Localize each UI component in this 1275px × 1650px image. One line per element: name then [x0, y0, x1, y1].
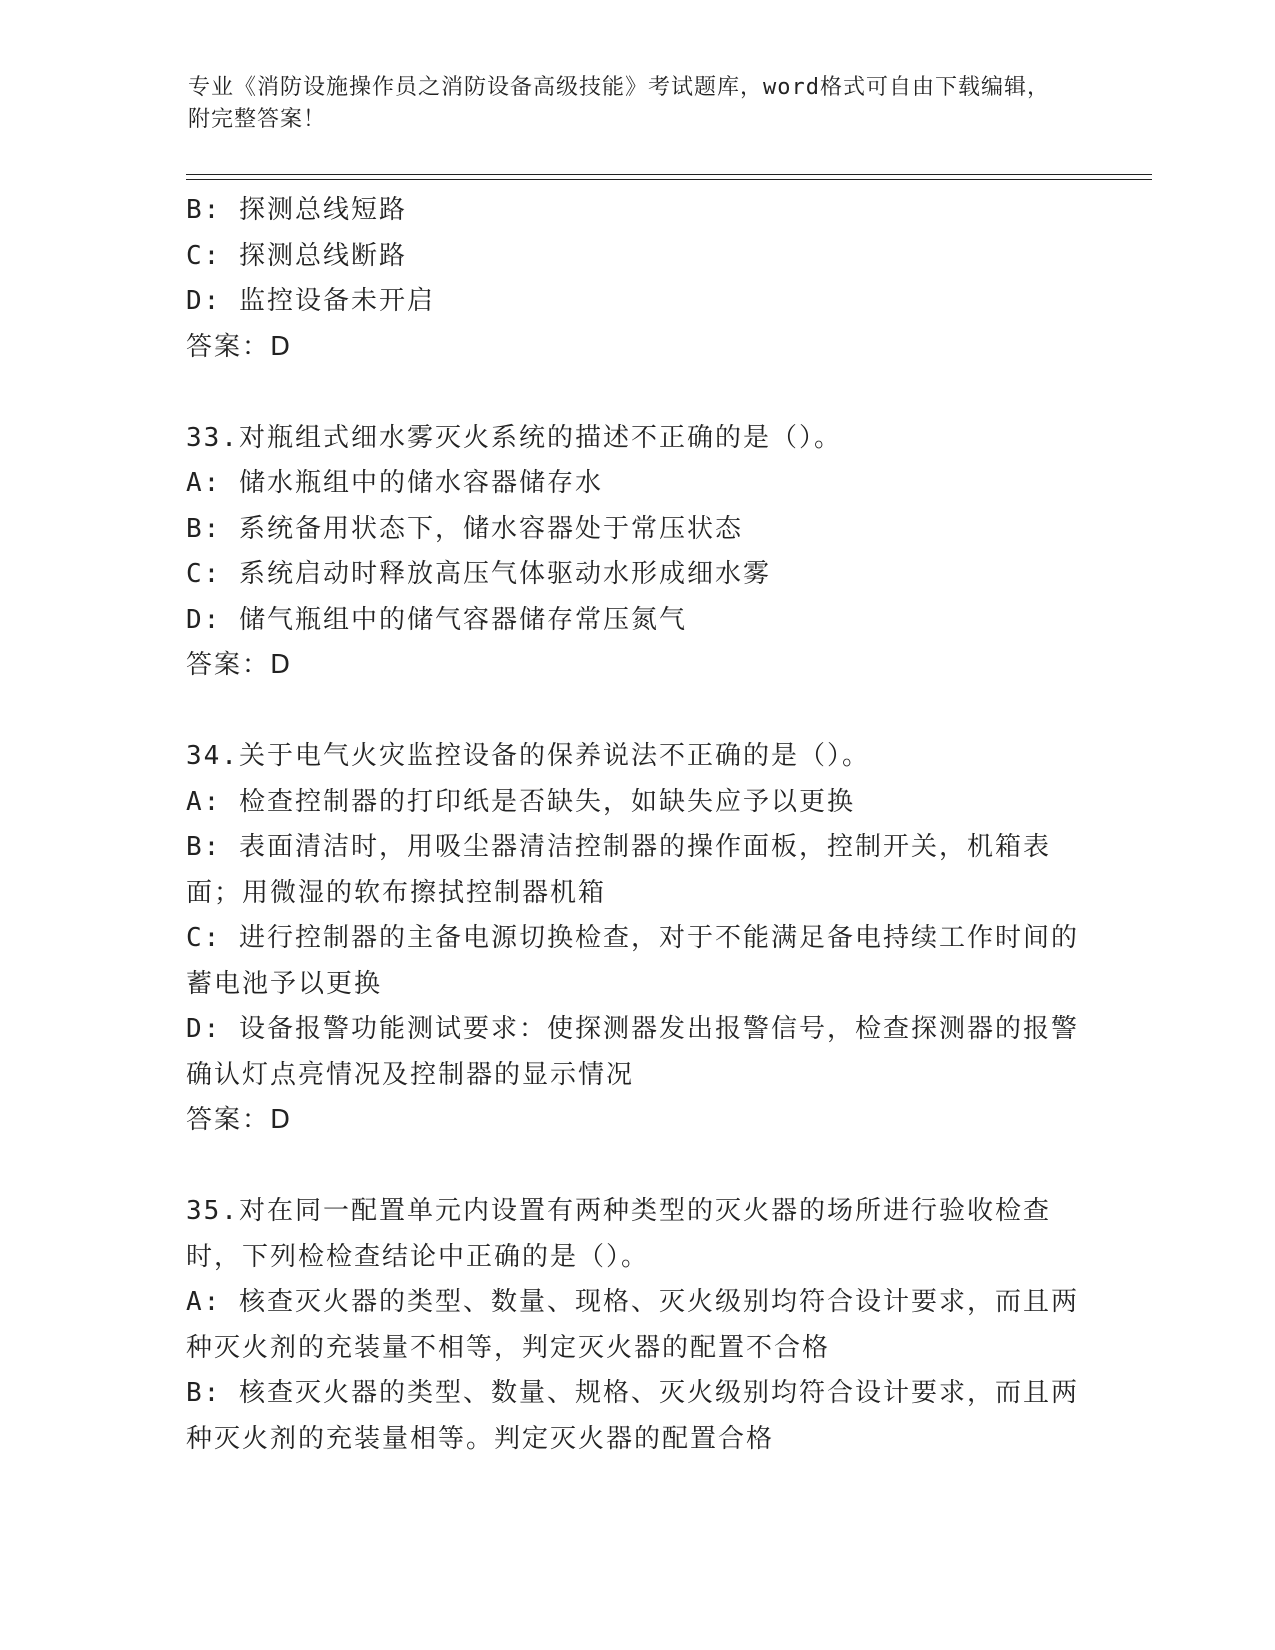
option-c: C: 进行控制器的主备电源切换检查，对于不能满足备电持续工作时间的蓄电池予以更换	[186, 923, 1079, 999]
option-b: B: 探测总线短路	[186, 195, 407, 225]
answer-value: D	[270, 1105, 293, 1135]
question-35	[186, 1189, 1086, 1462]
answer-label: 答案：	[186, 1105, 271, 1135]
option-a: A: 核查灭火器的类型、数量、现格、灭火级别均符合设计要求，而且两种灭火剂的充装量不相等，判定灭火器的配置不合格	[186, 1287, 1079, 1363]
option-b: B: 系统备用状态下，储水容器处于常压状态	[186, 513, 743, 544]
question-stem: 33.对瓶组式细水雾灭火系统的描述不正确的是（）。	[186, 422, 842, 453]
question-gap	[186, 1144, 1086, 1190]
question-gap	[186, 370, 1086, 416]
page-header: 专业《消防设施操作员之消防设备高级技能》考试题库，word格式可自由下载编辑，附完整答案！	[188, 75, 1050, 132]
question-33	[186, 416, 1086, 689]
option-a: A: 储水瓶组中的储水容器储存水	[186, 468, 603, 498]
answer-value: D	[270, 650, 293, 680]
answer-label: 答案：	[186, 650, 271, 680]
option-b: B: 核查灭火器的类型、数量、规格、灭火级别均符合设计要求，而且两种灭火剂的充装量相等。判定灭火器的配置合格	[186, 1378, 1079, 1454]
answer-line	[186, 325, 1086, 371]
option-d: D: 储气瓶组中的储气容器储存常压氮气	[186, 604, 687, 635]
answer-line	[186, 643, 1086, 689]
option-c: C: 系统启动时释放高压气体驱动水形成细水雾	[186, 559, 771, 589]
question-32-continued	[186, 188, 1086, 370]
question-stem: 34.关于电气火灾监控设备的保养说法不正确的是（）。	[186, 741, 870, 771]
question-list	[186, 188, 1086, 1462]
option-c: C: 探测总线断路	[186, 240, 407, 271]
question-stem: 35.对在同一配置单元内设置有两种类型的灭火器的场所进行验收检查时，下列检检查结论中正确的是（）。	[186, 1196, 1051, 1272]
option-b: B: 表面清洁时，用吸尘器清洁控制器的操作面板，控制开关，机箱表面；用微湿的软布擦拭控制器机箱	[186, 832, 1051, 908]
question-34	[186, 734, 1086, 1144]
option-a: A: 检查控制器的打印纸是否缺失，如缺失应予以更换	[186, 786, 855, 817]
answer-value: D	[270, 331, 293, 362]
answer-label: 答案：	[186, 331, 271, 362]
question-gap	[186, 689, 1086, 735]
option-d: D: 设备报警功能测试要求：使探测器发出报警信号，检查探测器的报警确认灯点亮情况及控制器的显示情况	[186, 1014, 1079, 1090]
answer-line	[186, 1098, 1086, 1144]
header-divider-bottom	[186, 179, 1152, 180]
header-divider-top	[186, 174, 1152, 175]
option-d: D: 监控设备未开启	[186, 286, 435, 316]
